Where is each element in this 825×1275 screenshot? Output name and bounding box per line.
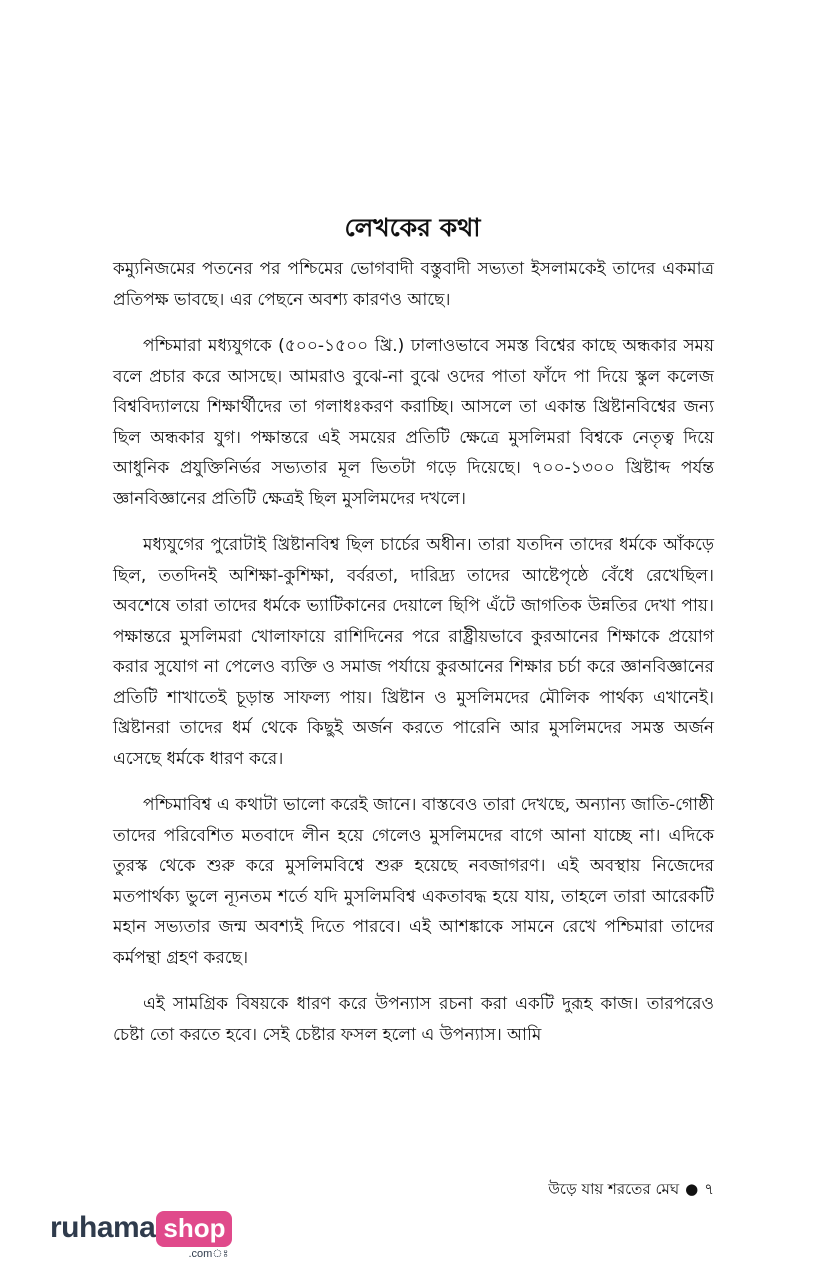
footer-page-number: ৭: [704, 1180, 714, 1198]
logo-shop-group: [155, 1208, 232, 1261]
logo-text-shop: shop: [156, 1211, 232, 1247]
ruhamashop-logo: [50, 1208, 232, 1261]
page-footer: [548, 1177, 714, 1201]
footer-book-title: উড়ে যায় শরতের মেঘ: [548, 1180, 680, 1198]
paragraph-3: মধ্যযুগের পুরোটাই খ্রিষ্টানবিশ্ব ছিল চার্চের অধীন। তারা যতদিন তাদের ধর্মকে আঁকড়ে ছিল, ততদিনই অশিক্ষা-কুশিক্ষা, বর্বরতা, দারিদ্র্য তাদের আষ্টেপৃষ্ঠে বেঁধে রেখেছিল। অবশেষে তারা তাদের ধর্মকে ভ্যাটিকানের দেয়ালে ছিপি এঁটে জাগতিক উন্নতির দেখা পায়। পক্ষান্তরে মুসলিমরা খোলাফায়ে রাশিদিনের পরে রাষ্ট্রীয়ভাবে কুরআনের শিক্ষাকে প্রয়োগ করার সুযোগ না পেলেও ব্যক্তি ও সমাজ পর্যায়ে কুরআনের শিক্ষার চর্চা করে জ্ঞানবিজ্ঞানের প্রতিটি শাখাতেই চূড়ান্ত সাফল্য পায়। খ্রিষ্টান ও মুসলিমদের মৌলিক পার্থক্য এখানেই। খ্রিষ্টানরা তাদের ধর্ম থেকে কিছুই অর্জন করতে পারেনি আর মুসলিমদের সমস্ত অর্জন এসেছে ধর্মকে ধারণ করে।: [113, 535, 714, 769]
logo-text-ruhama: ruhama: [50, 1211, 156, 1244]
paragraph-2: পশ্চিমারা মধ্যযুগকে (৫০০-১৫০০ খ্রি.) ঢালাওভাবে সমস্ত বিশ্বের কাছে অন্ধকার সময় বলে প্রচার করে আসছে। আমরাও বুঝে-না বুঝে ওদের পাতা ফাঁদে পা দিয়ে স্কুল কলেজ বিশ্ববিদ্যালয়ে শিক্ষার্থীদের তা গলাধঃকরণ করাচ্ছি। আসলে তা একান্ত খ্রিষ্টানবিশ্বের জন্য ছিল অন্ধকার যুগ। পক্ষান্তরে এই সময়ের প্রতিটি ক্ষেত্রে মুসলিমরা বিশ্বকে নেতৃত্ব দিয়ে আধুনিক প্রযুক্তিনির্ভর সভ্যতার মূল ভিতটা গড়ে দিয়েছে। ৭০০-১৩০০ খ্রিষ্টাব্দ পর্যন্ত জ্ঞানবিজ্ঞানের প্রতিটি ক্ষেত্রই ছিল মুসলিমদের দখলে।: [113, 336, 714, 509]
paragraph-1: কম্যুনিজমের পতনের পর পশ্চিমের ভোগবাদী বস্তুবাদী সভ্যতা ইসলামকেই তাদের একমাত্র প্রতিপক্ষ ভাবছে। এর পেছনে অবশ্য কারণও আছে।: [113, 259, 714, 310]
paragraph-5: এই সামগ্রিক বিষয়কে ধারণ করে উপন্যাস রচনা করা একটি দুরূহ কাজ। তারপরেও চেষ্টা তো করতে হবে। সেই চেষ্টার ফসল হলো এ উপন্যাস। আমি: [113, 994, 714, 1045]
body-text: [113, 254, 714, 1066]
paragraph-4: পশ্চিমাবিশ্ব এ কথাটা ভালো করেই জানে। বাস্তবেও তারা দেখছে, অন্যান্য জাতি-গোষ্ঠী তাদের পরিবেশিত মতবাদে লীন হয়ে গেলেও মুসলিমদের বাগে আনা যাচ্ছে না। এদিকে তুরস্ক থেকে শুরু করে মুসলিমবিশ্বে শুরু হয়েছে নবজাগরণ। এই অবস্থায় নিজেদের মতপার্থক্য ভুলে ন্যূনতম শর্তে যদি মুসলিমবিশ্ব একতাবদ্ধ হয়ে যায়, তাহলে তারা আরেকটি মহান সভ্যতার জন্ম অবশ্যই দিতে পারবে। এই আশঙ্কাকে সামনে রেখে পশ্চিমারা তাদের কর্মপন্থা গ্রহণ করছে।: [113, 795, 714, 968]
logo-text-dotcom: .comঃ: [188, 1248, 229, 1260]
footer-bullet: ●: [685, 1180, 699, 1198]
page-title: লেখকের কথা: [344, 213, 481, 242]
